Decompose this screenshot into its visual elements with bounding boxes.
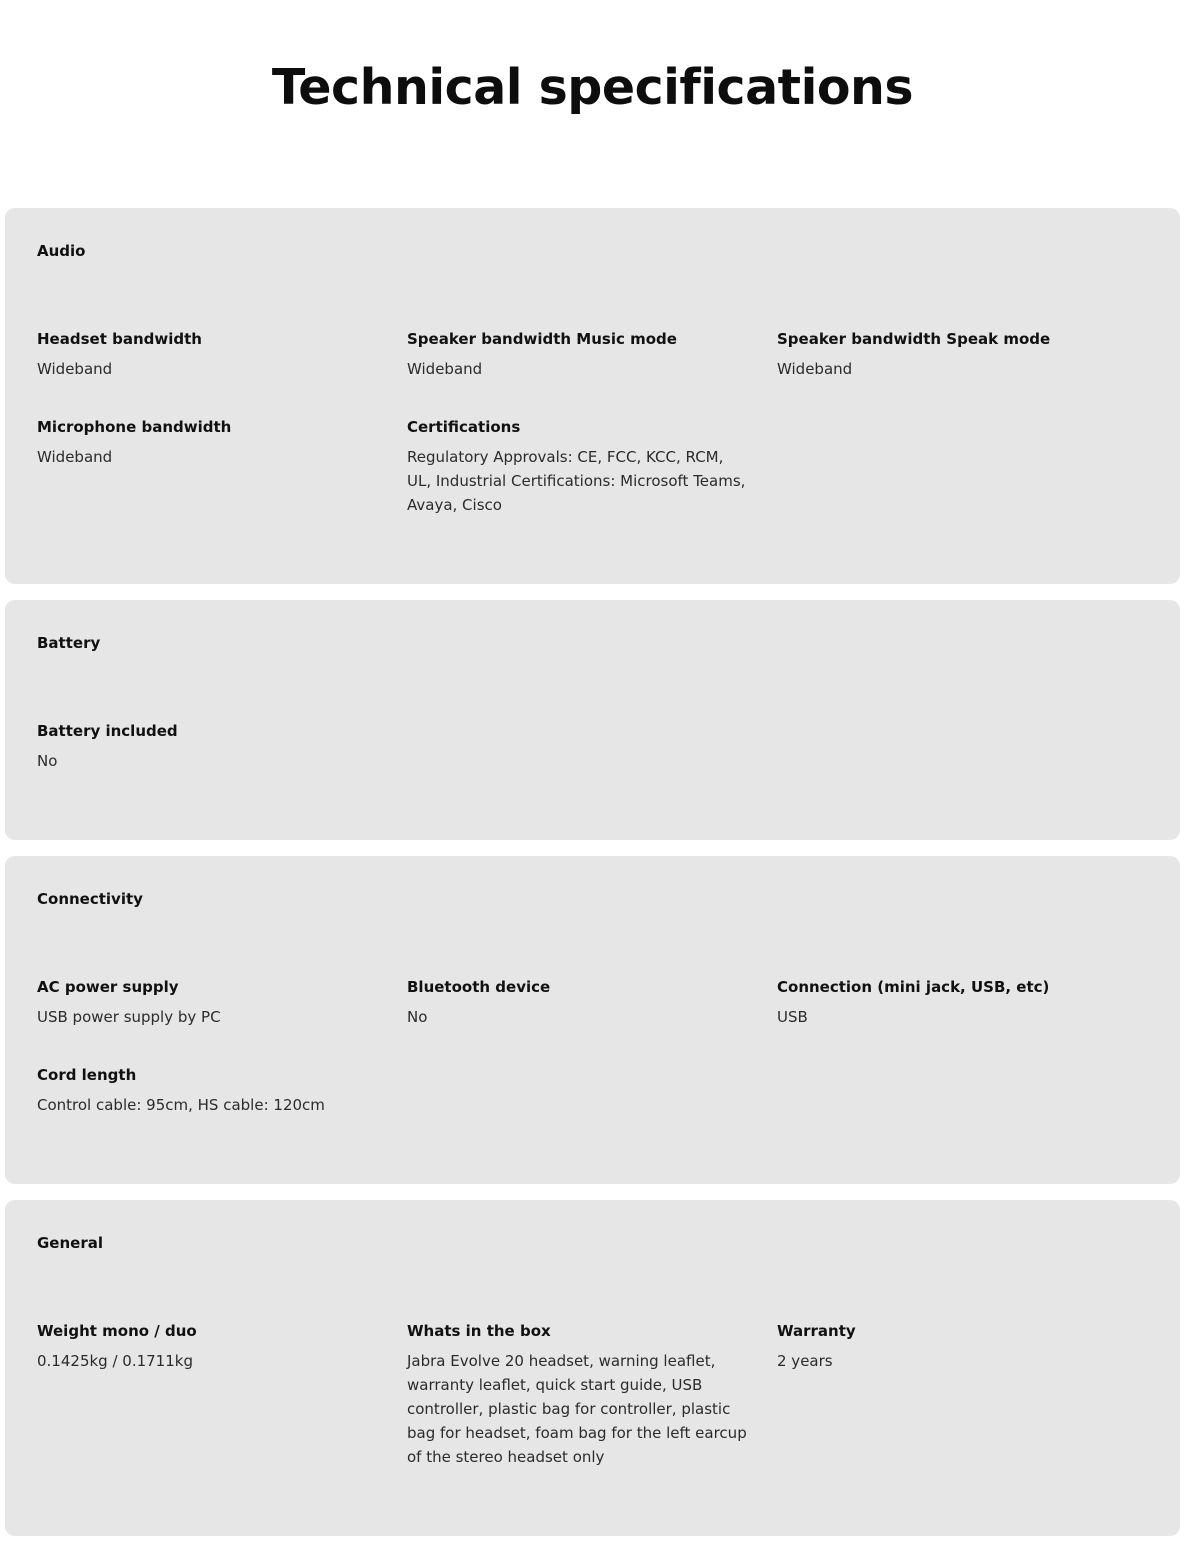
- spec-weight: [37, 1321, 382, 1373]
- general-section-title: General: [37, 1234, 103, 1252]
- spec-battery-included: [37, 721, 382, 773]
- spec-microphone-bandwidth: [37, 417, 382, 469]
- spec-label: Headset bandwidth: [37, 330, 202, 348]
- spec-warranty: [777, 1321, 1122, 1373]
- spec-bluetooth-device: [407, 977, 752, 1029]
- spec-value: No: [407, 1008, 428, 1026]
- spec-value: Control cable: 95cm, HS cable: 120cm: [37, 1096, 325, 1114]
- spec-speaker-bandwidth-speak: [777, 329, 1122, 381]
- spec-label: AC power supply: [37, 978, 179, 996]
- spec-value: USB: [777, 1008, 808, 1026]
- spec-value: Wideband: [37, 360, 113, 378]
- spec-label: Weight mono / duo: [37, 1322, 197, 1340]
- audio-section: [5, 208, 1180, 584]
- spec-label: Certifications: [407, 418, 521, 436]
- spec-label: Speaker bandwidth Speak mode: [777, 330, 1051, 348]
- battery-section-title: Battery: [37, 634, 101, 652]
- connectivity-section-title: Connectivity: [37, 890, 143, 908]
- spec-label: Microphone bandwidth: [37, 418, 232, 436]
- spec-value: Regulatory Approvals: CE, FCC, KCC, RCM, UL, Industrial Certifications: Microsoft Teams, Avaya, Cisco: [407, 448, 746, 514]
- spec-speaker-bandwidth-music: [407, 329, 752, 381]
- spec-value: Wideband: [777, 360, 853, 378]
- spec-whats-in-the-box: [407, 1321, 752, 1469]
- spec-value: No: [37, 752, 58, 770]
- spec-value: USB power supply by PC: [37, 1008, 221, 1026]
- spec-label: Battery included: [37, 722, 178, 740]
- spec-connection: [777, 977, 1122, 1029]
- spec-label: Bluetooth device: [407, 978, 551, 996]
- spec-value: 2 years: [777, 1352, 833, 1370]
- connectivity-section: [5, 856, 1180, 1184]
- spec-ac-power-supply: [37, 977, 382, 1029]
- general-section: [5, 1200, 1180, 1536]
- spec-value: Wideband: [407, 360, 483, 378]
- battery-section: [5, 600, 1180, 840]
- spec-label: Connection (mini jack, USB, etc): [777, 978, 1050, 996]
- spec-value: Wideband: [37, 448, 113, 466]
- spec-label: Whats in the box: [407, 1322, 551, 1340]
- audio-section-title: Audio: [37, 242, 86, 260]
- page-title: Technical specifications: [271, 59, 914, 116]
- spec-certifications: [407, 417, 752, 517]
- spec-headset-bandwidth: [37, 329, 382, 381]
- spec-label: Warranty: [777, 1322, 856, 1340]
- spec-cord-length: [37, 1065, 382, 1117]
- spec-label: Cord length: [37, 1066, 137, 1084]
- spec-value: Jabra Evolve 20 headset, warning leaflet, warranty leaflet, quick start guide, USB controller, plastic bag for controller, plastic bag for headset, foam bag for the left earcup of the stereo headset only: [407, 1352, 747, 1466]
- spec-label: Speaker bandwidth Music mode: [407, 330, 677, 348]
- spec-value: 0.1425kg / 0.1711kg: [37, 1352, 193, 1370]
